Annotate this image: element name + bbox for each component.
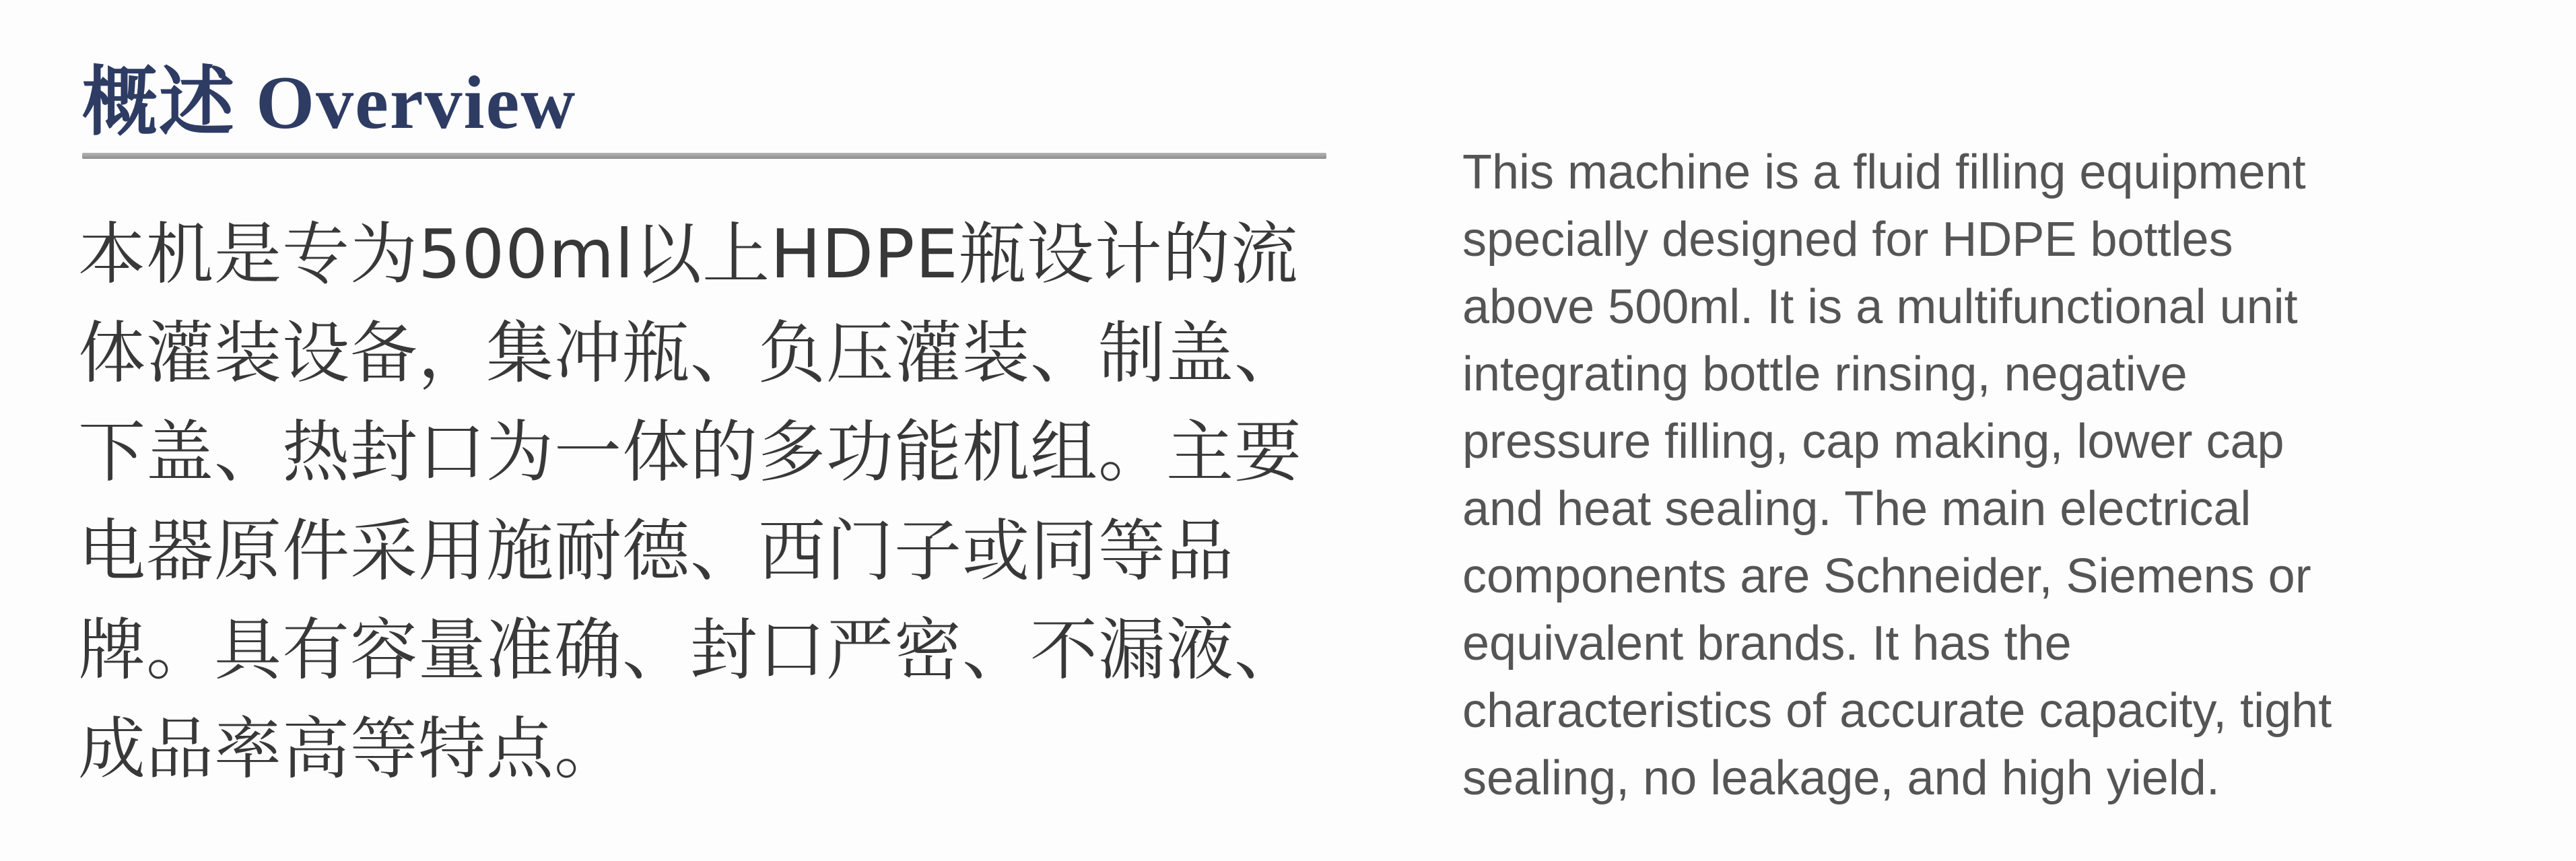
en-text-line: integrating bottle rinsing, negative	[1462, 347, 2188, 401]
en-text-line: components are Schneider, Siemens or	[1462, 549, 2311, 603]
zh-text-line: 本机是专为500ml以上HDPE瓶设计的流	[78, 215, 1299, 294]
heading-divider-rule	[82, 153, 1326, 159]
section-title: 概述 Overview	[82, 61, 577, 145]
zh-text-line: 电器原件采用施耐德、西门子或同等品	[78, 512, 1234, 590]
en-text-line: This machine is a fluid filling equipment	[1462, 145, 2306, 199]
overview-paragraph-english	[1462, 139, 2540, 812]
zh-text-line: 成品率高等特点。	[78, 710, 622, 788]
en-text-line: specially designed for HDPE bottles	[1462, 213, 2233, 267]
en-text-line: characteristics of accurate capacity, tight	[1462, 684, 2332, 738]
zh-text-line: 体灌装设备，集冲瓶、负压灌装、制盖、	[78, 314, 1302, 392]
en-text-line: pressure filling, cap making, lower cap	[1462, 415, 2284, 469]
zh-text-line: 下盖、热封口为一体的多功能机组。主要	[78, 413, 1302, 491]
zh-text-line: 牌。具有容量准确、封口严密、不漏液、	[78, 611, 1302, 689]
en-text-line: and heat sealing. The main electrical	[1462, 482, 2251, 536]
en-text-line: equivalent brands. It has the	[1462, 617, 2072, 670]
en-text-line: above 500ml. It is a multifunctional unit	[1462, 280, 2298, 334]
en-text-line: sealing, no leakage, and high yield.	[1462, 751, 2220, 805]
overview-paragraph-chinese	[78, 205, 1357, 798]
